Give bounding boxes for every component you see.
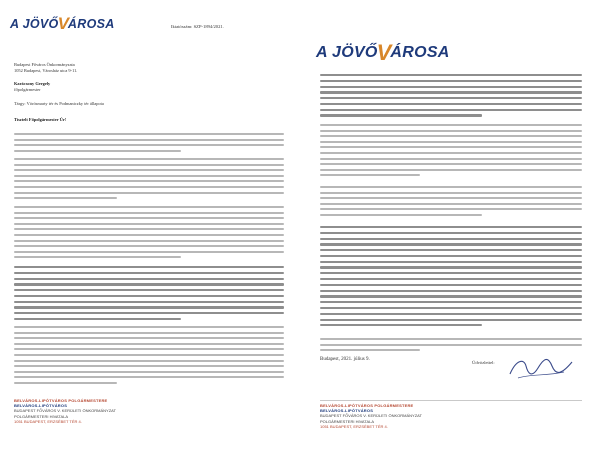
logo-text-suffix: ÁROSA bbox=[390, 44, 450, 61]
footer-org: BELVÁROS-LIPÓTVÁROS POLGÁRMESTERE bbox=[320, 403, 414, 408]
paragraph-7 bbox=[320, 186, 582, 220]
request-list bbox=[320, 226, 582, 330]
letter-footer-2 bbox=[320, 403, 422, 429]
footer-org: BELVÁROS-LIPÓTVÁROS POLGÁRMESTERE bbox=[14, 398, 108, 403]
recipient-address: 1052 Budapest, Városház utca 9-11. bbox=[14, 68, 78, 73]
recipient-name: Karácsony Gergely bbox=[14, 81, 51, 86]
letter-date: Budapest, 2021. július 9. bbox=[320, 357, 370, 362]
footer-org-full-1: BUDAPEST FŐVÁROS V. KERÜLETI ÖNKORMÁNYZAT bbox=[14, 408, 116, 414]
footer-divider bbox=[320, 400, 582, 401]
salutation: Tisztelt Főpolgármester Úr! bbox=[14, 117, 67, 122]
signature-image bbox=[506, 352, 576, 384]
city-logo bbox=[316, 40, 450, 66]
footer-org-full-2: POLGÁRMESTERI HIVATALA bbox=[320, 418, 375, 424]
footer-org-full-1: BUDAPEST FŐVÁROS V. KERÜLETI ÖNKORMÁNYZAT bbox=[320, 413, 422, 419]
logo-text-suffix: ÁROSA bbox=[67, 17, 115, 31]
logo-v-mark: V bbox=[57, 14, 69, 33]
logo-text-prefix: A JÖVŐ bbox=[10, 17, 59, 31]
logo-v-mark: V bbox=[376, 40, 392, 65]
footer-address: 1051 BUDAPEST, ERZSÉBET TÉR 4. bbox=[14, 418, 82, 424]
paragraph-5 bbox=[14, 326, 284, 388]
letter-footer-1 bbox=[14, 398, 116, 424]
letter-page-2 bbox=[300, 0, 600, 450]
paragraph-4-bold bbox=[14, 266, 284, 324]
paragraph-1 bbox=[14, 133, 284, 155]
city-logo bbox=[10, 14, 115, 34]
paragraph-6 bbox=[320, 124, 582, 180]
footer-org-full-2: POLGÁRMESTERI HIVATALA bbox=[14, 413, 69, 419]
paragraph-continuation bbox=[320, 74, 582, 120]
subject-line: Tárgy: Vörösmarty tér és Podmaniczky tér állapota bbox=[14, 101, 104, 106]
paragraph-2 bbox=[14, 158, 284, 203]
logo-text-prefix: A JÖVŐ bbox=[316, 44, 378, 61]
footer-org-short: BELVÁROS-LIPÓTVÁROS bbox=[14, 403, 68, 409]
paragraph-3 bbox=[14, 206, 284, 262]
signature-block bbox=[472, 352, 576, 382]
footer-address: 1051 BUDAPEST, ERZSÉBET TÉR 4. bbox=[320, 423, 388, 429]
footer-org-short: BELVÁROS-LIPÓTVÁROS bbox=[320, 408, 374, 414]
recipient-title: főpolgármester bbox=[14, 87, 41, 92]
reference-number: Iktatószám: SZP-1894/2021. bbox=[171, 24, 224, 29]
recipient-office: Budapest Főváros Önkormányzata bbox=[14, 62, 75, 67]
signature-label: Üdvözlettel: bbox=[472, 360, 495, 365]
